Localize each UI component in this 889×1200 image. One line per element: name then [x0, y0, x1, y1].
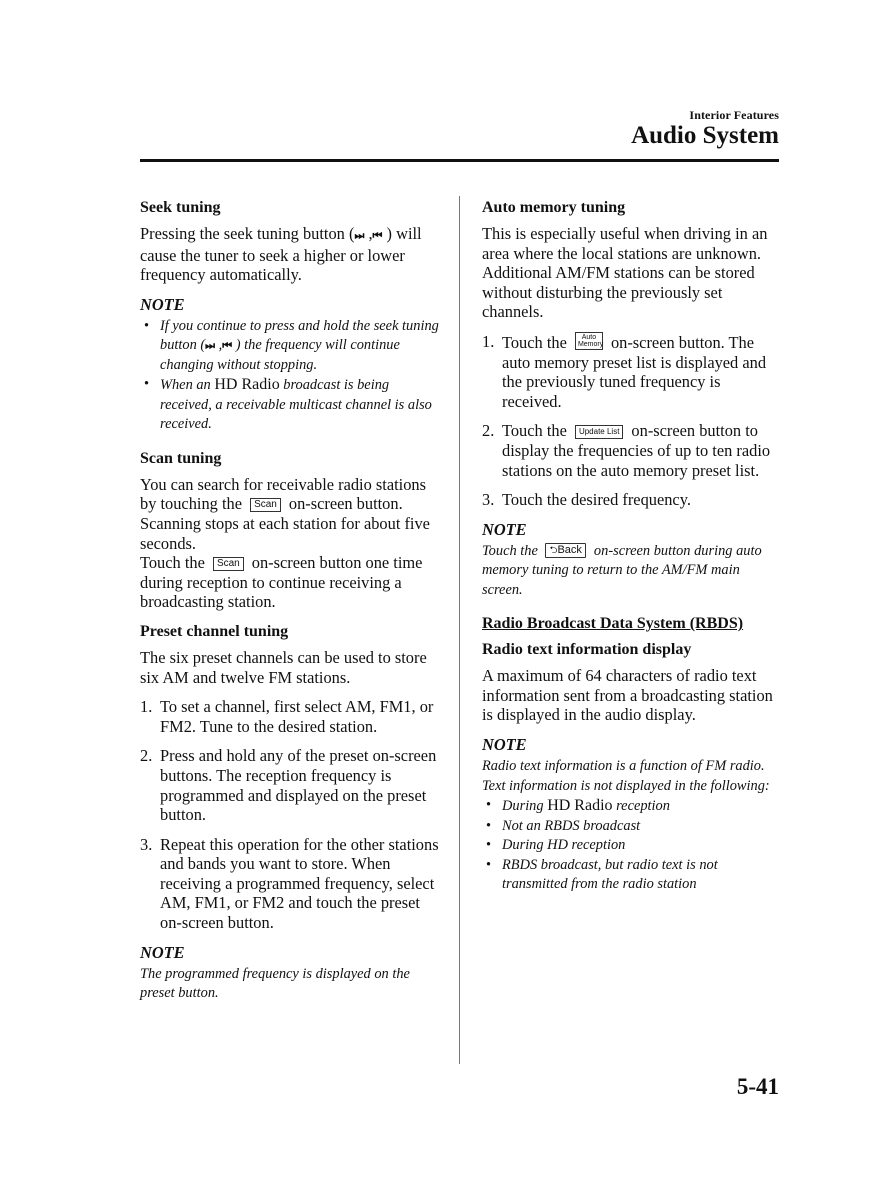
auto-note-title: NOTE — [482, 519, 527, 539]
header-section-label: Interior Features — [689, 108, 779, 122]
back-button: ⮌Back — [545, 543, 585, 558]
bullet-dot-icon: • — [144, 317, 150, 334]
seek-text-2: ) will cause the tuner to seek a higher or lower frequency automatically. — [140, 224, 422, 285]
page-number: 5-41 — [736, 1074, 779, 1099]
page-title: Audio System — [631, 122, 779, 149]
seek-tuning-paragraph — [140, 224, 440, 285]
rbds-heading: Radio Broadcast Data System (RBDS) — [482, 615, 744, 633]
seek-prev-icon: ⏮ — [222, 339, 233, 353]
seek-next-icon: ⏭ — [354, 229, 365, 242]
scan-tuning-heading: Scan tuning — [140, 449, 222, 467]
update-list-button: Update List — [575, 425, 623, 439]
preset-note-title: NOTE — [140, 942, 185, 962]
scan-button: Scan — [250, 498, 281, 512]
preset-steps — [140, 697, 440, 933]
scan-button: Scan — [213, 557, 244, 571]
rbds-bullet-3: • During HD reception — [482, 836, 779, 856]
rbds-note-list — [482, 796, 779, 895]
preset-note-text: The programmed frequency is displayed on the preset button. — [140, 965, 410, 1002]
preset-step: 3. Repeat this operation for the other stations and bands you want to store. When receiving a programmed frequency, select AM, FM1, or FM2 and touch the preset on-screen button. — [140, 834, 439, 933]
header-rule — [140, 159, 779, 162]
radio-text-heading: Radio text information display — [482, 641, 692, 659]
seek-note-bullet-2: • When an HD Radio broadcast is being received, a receivable multicast channel is also received. — [144, 376, 432, 433]
left-column — [140, 198, 440, 1018]
auto-note-text: Touch the ⮌Back on-screen button during auto memory tuning to return to the AM/FM main screen. — [482, 542, 762, 598]
auto-step-1: 1. Touch the Auto Memory on-screen button. The auto memory preset list is displayed and the previously tuned frequency is received. — [482, 331, 767, 411]
auto-memory-button: Auto Memory — [575, 332, 603, 350]
rbds-note-title: NOTE — [482, 735, 527, 754]
bullet-dot-icon: • — [486, 856, 492, 873]
seek-prev-icon: ⏮ — [372, 229, 383, 242]
bullet-dot-icon: • — [144, 376, 150, 393]
column-divider — [459, 196, 460, 1064]
rbds-bullet-4: • RBDS broadcast, but radio text is not transmitted from the radio station — [486, 856, 718, 892]
right-column — [482, 198, 779, 909]
rbds-bullet-2: • Not an RBDS broadcast — [482, 817, 779, 837]
seek-next-icon: ⏭ — [205, 339, 216, 353]
back-arrow-icon: ⮌ — [549, 544, 558, 556]
hd-radio-logo: HD Radio — [214, 376, 280, 394]
bullet-dot-icon: • — [486, 797, 492, 813]
preset-step: 1. To set a channel, first select AM, FM1, or FM2. Tune to the desired station. — [140, 697, 434, 736]
seek-note-list — [140, 317, 440, 435]
scan-paragraph-3: Touch the Scan on-screen button one time during reception to continue receiving a broadcasting station. — [140, 553, 423, 612]
seek-sep: , — [364, 224, 373, 243]
bullet-dot-icon: • — [486, 817, 492, 834]
preset-intro: The six preset channels can be used to store six AM and twelve FM stations. — [140, 647, 427, 687]
rbds-body: A maximum of 64 characters of radio text information sent from a broadcasting station is displayed in the audio display. — [482, 666, 773, 725]
seek-text-1: Pressing the seek tuning button ( — [140, 224, 355, 243]
hd-radio-logo: HD Radio — [547, 797, 613, 814]
seek-note-title: NOTE — [140, 294, 185, 314]
rbds-note-text: Radio text information is a function of FM radio. Text information is not displayed in the following: — [482, 758, 770, 794]
rbds-bullet-1: • During HD Radio reception — [486, 797, 670, 814]
auto-memory-heading: Auto memory tuning — [482, 199, 626, 216]
scan-paragraph-1: You can search for receivable radio stations by touching the Scan on-screen button. — [140, 474, 426, 514]
auto-step-2: 2. Touch the Update List on-screen button to display the frequencies of up to ten radio stations on the auto memory preset list. — [482, 421, 771, 480]
bullet-dot-icon: • — [486, 837, 492, 853]
preset-step: 2. Press and hold any of the preset on-screen buttons. The reception frequency is programmed and displayed on the preset button. — [140, 746, 437, 825]
scan-paragraph-2: Scanning stops at each station for about five seconds. — [140, 513, 430, 553]
auto-step-3: 3. Touch the desired frequency. — [482, 490, 691, 510]
auto-memory-intro: This is especially useful when driving in an area where the local stations are unknown. Additional AM/FM stations can be stored without disturbing the previously set channels. — [482, 224, 768, 322]
preset-tuning-heading: Preset channel tuning — [140, 622, 289, 640]
seek-note-bullet-1: • If you continue to press and hold the seek tuning button (⏭ ,⏮ ) the frequency will continue changing without stopping. — [144, 317, 439, 373]
seek-tuning-heading: Seek tuning — [140, 199, 221, 216]
auto-memory-steps — [482, 332, 779, 510]
